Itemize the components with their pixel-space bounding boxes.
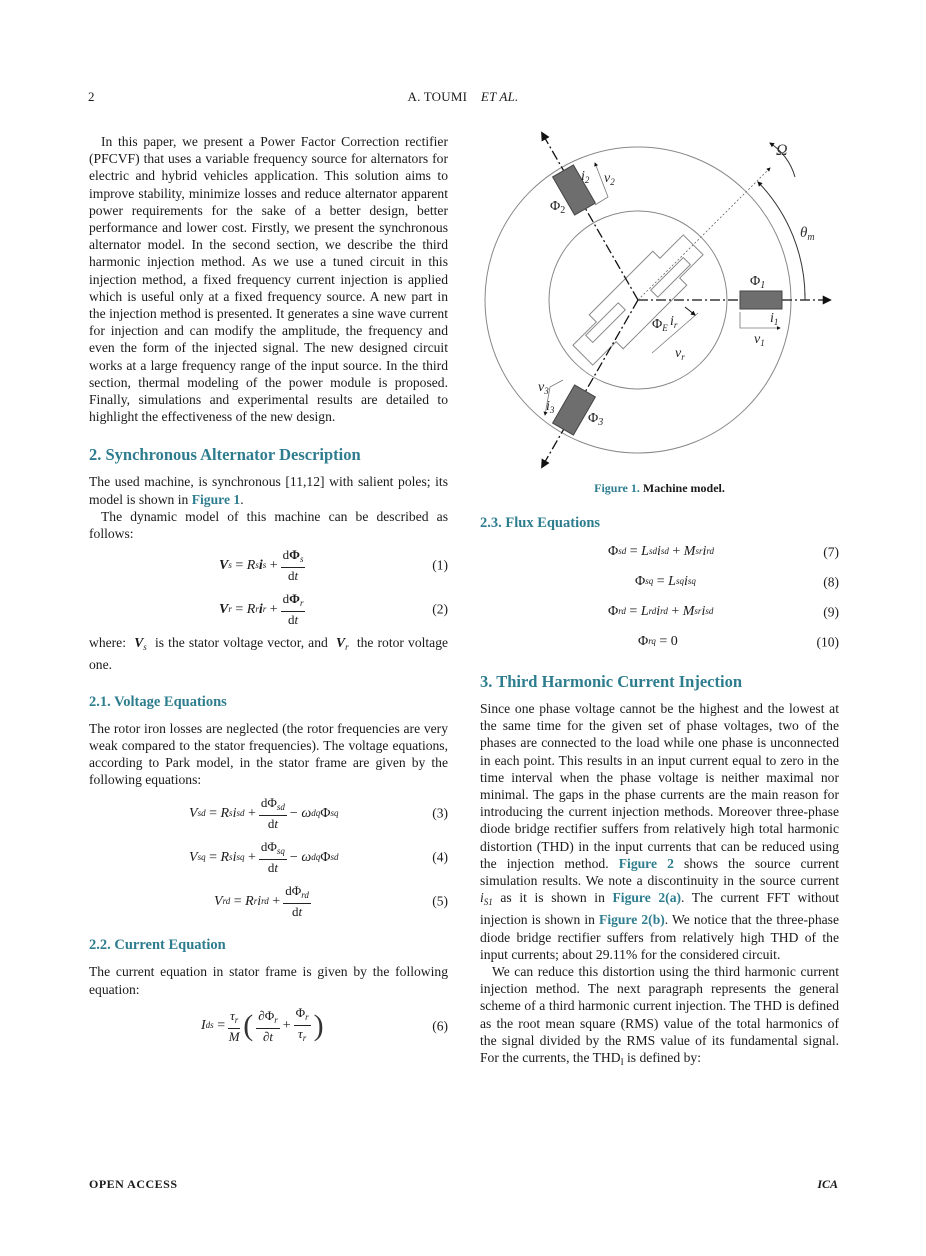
equation-2: V r = R r i r + $\frac{d\Phi_r}{dt}$ (2) xyxy=(219,591,448,628)
text: . The current FFT without injection is shown in xyxy=(480,890,839,928)
author-header xyxy=(0,89,926,105)
variable-subscript: S1 xyxy=(483,897,493,908)
text: Since one phase voltage cannot be the highest and the lowest at the same time for the given set of phase voltages, two of the phases are connected to the load while one phase is unconnected in each point. This results in an input current equal to zero in the time interval when the phase voltage is neither maximal nor minimal. The gaps in the phase currents are the main reason for introducing the current injection methods. Moreover three-phase diode bridge rectifier suffers from relatively high total harmonic distortion (THD) in the input currents that can be reduced using the injection method. xyxy=(480,701,839,871)
section-3-paragraph-1 xyxy=(480,700,839,963)
section-3-heading: 3. Third Harmonic Current Injection xyxy=(480,672,743,691)
figure-1-machine-model xyxy=(480,125,840,475)
text: the rotor voltage one. xyxy=(89,635,449,673)
phie-label: $\Phi_E$ xyxy=(652,317,668,333)
right-column xyxy=(480,514,839,1071)
coil-phase-1 xyxy=(740,291,782,309)
section-2-paragraph-1 xyxy=(89,473,448,507)
page-number: 2 xyxy=(88,89,95,104)
equation-9: Φ rd = L rd i rd + M sr i sd (9) xyxy=(608,604,839,620)
equation-4: V sq = R s i sq + $\frac{d\Phi_{sq}}{dt}$ − ω dq Φ sd (4) xyxy=(189,839,448,876)
section-2-heading: 2. Synchronous Alternator Description xyxy=(89,445,361,465)
where-paragraph: where: $V_s$ is the stator voltage vector, and $V_r$ the rotor voltage one. xyxy=(89,635,449,673)
equation-number: (4) xyxy=(432,849,448,865)
figure-2a-link[interactable]: Figure 2(a) xyxy=(612,890,682,906)
phi2-label: $\Phi_2$ xyxy=(550,199,566,216)
equation-3: V sd = R s i sd + $\frac{d\Phi_{sd}}{dt}$ − ω dq Φ sq (3) xyxy=(189,795,448,832)
equation-7: Φ sd = L sd i sd + M sr i rd (7) xyxy=(608,544,839,560)
text: shows the source current simulation results. We note a discontinuity in the source current xyxy=(480,855,839,889)
section-2-1-heading: 2.1. Voltage Equations xyxy=(89,693,227,710)
equation-1: V s = R s i s + $\frac{d\Phi_s}{dt}$ (1) xyxy=(219,547,448,584)
figure-1-caption xyxy=(480,481,839,496)
text: is defined by: xyxy=(623,1050,701,1066)
text: is the stator voltage vector, and xyxy=(155,635,328,651)
equation-10: Φ rq = 0 (10) xyxy=(638,634,839,650)
v2-label: $v_2$ xyxy=(604,171,615,187)
equation-number: (10) xyxy=(816,634,839,650)
coil-phase-3 xyxy=(553,385,596,435)
equation-number: (2) xyxy=(432,601,448,617)
machine-model-diagram xyxy=(480,125,840,475)
equation-6: I ds = $\frac{\tau_r}{M}$ ( $\frac{\partial\Phi_r}{\partial t}$ + $\frac{\Phi_r}{\tau_r}$ ) (6) xyxy=(201,1005,448,1044)
equation-number: (8) xyxy=(823,574,839,590)
theta-label: $\theta_m$ xyxy=(800,225,815,243)
section-2-2-heading: 2.2. Current Equation xyxy=(89,937,226,954)
section-2-paragraph-2: The dynamic model of this machine can be described as follows: xyxy=(89,508,448,542)
et-al: ET AL. xyxy=(480,89,519,104)
i2-label: $i_2$ xyxy=(581,169,590,185)
equation-number: (7) xyxy=(823,544,839,560)
equation-number: (1) xyxy=(432,557,448,573)
left-column xyxy=(89,133,448,1048)
phi3-label: $\Phi_3$ xyxy=(588,411,604,428)
equation-number: (5) xyxy=(432,893,448,909)
figure-1-link[interactable]: Figure 1 xyxy=(191,491,241,507)
text: . xyxy=(240,491,244,507)
text: as it is shown in xyxy=(492,890,613,906)
text: We can reduce this distortion using the third harmonic current injection method. The next paragraph represents the general scheme of a third harmonic current injection. The THD is defined as the root mean square (RMS) value of the total harmonics of the signal divided by the RMS value of its fundamental signal. For the currents, the THD xyxy=(480,964,839,1066)
v1-label: $v_1$ xyxy=(754,332,765,348)
i3-label: $i_3$ xyxy=(546,399,555,415)
figure-label: Figure 1. xyxy=(594,481,640,495)
footer-open-access: OPEN ACCESS xyxy=(89,1177,178,1191)
equation-number: (9) xyxy=(823,604,839,620)
variable: i xyxy=(480,890,484,906)
i1-label: $i_1$ xyxy=(770,311,779,327)
section-2-2-paragraph: The current equation in stator frame is given by the following equation: xyxy=(89,964,448,997)
equation-number: (6) xyxy=(432,1018,448,1034)
footer-journal: ICA xyxy=(817,1177,838,1191)
ir-label: $i_r$ xyxy=(670,314,678,330)
axis-phase-2 xyxy=(542,133,638,300)
equation-number: (3) xyxy=(432,805,448,821)
section-3-paragraph-2 xyxy=(480,963,839,1071)
text: The used machine, is synchronous [11,12] with salient poles; its model is shown in xyxy=(89,474,448,507)
section-2-3-heading: 2.3. Flux Equations xyxy=(480,515,601,531)
vr-label: $v_r$ xyxy=(675,346,685,362)
v3-label: $v_3$ xyxy=(538,380,549,396)
section-2-1-paragraph: The rotor iron losses are neglected (the rotor frequencies are very weak compared to the stator frequencies). The voltage equations, according to Park model, in the stator frame are given by the following equations: xyxy=(89,720,448,788)
caption-text: Machine model. xyxy=(642,481,725,495)
omega-label: Ω xyxy=(776,142,788,159)
intro-paragraph: In this paper, we present a Power Factor Correction rectifier (PFCVF) that uses a variable frequency source for alternators for electric and hybrid vehicles application. This solution aims to improve stability, minimize losses and reduce alternator apparent power requirements for the sake of a better design, better performance and lower cost. Firstly, we present the synchronous alternator model. In the second section, we describe the third harmonic injection method. As we use a tuned circuit in this injection method, a fixed frequency current injection is applied which is useful only at a fixed frequency source. A new part in the injection method is presented. It generates a sine wave current for injection and can modify the amplitude, the frequency and even the form of the injected signal. The new designed circuit works at a large frequency range of the input source. In the third section, thermal modeling of the power module is proposed. Finally, simulations and experimental results are detailed to highlight the effectiveness of the new design. xyxy=(89,134,448,425)
author-name: A. TOUMI xyxy=(407,89,468,104)
equation-5: V rd = R r i rd + $\frac{d\Phi_{rd}}{dt}$ (5) xyxy=(214,883,448,920)
subscript: I xyxy=(620,1057,624,1068)
equation-8: Φ sq = L sq i sq (8) xyxy=(635,574,839,590)
figure-2-link[interactable]: Figure 2 xyxy=(618,855,674,871)
text: where: xyxy=(89,635,126,651)
phi1-label: $\Phi_1$ xyxy=(750,274,766,291)
text: . We notice that the three-phase diode bridge rectifier suffers from relatively high THD of the input currents; about 29.11% for the considered circuit. xyxy=(480,912,839,962)
figure-2b-link[interactable]: Figure 2(b) xyxy=(599,912,665,928)
